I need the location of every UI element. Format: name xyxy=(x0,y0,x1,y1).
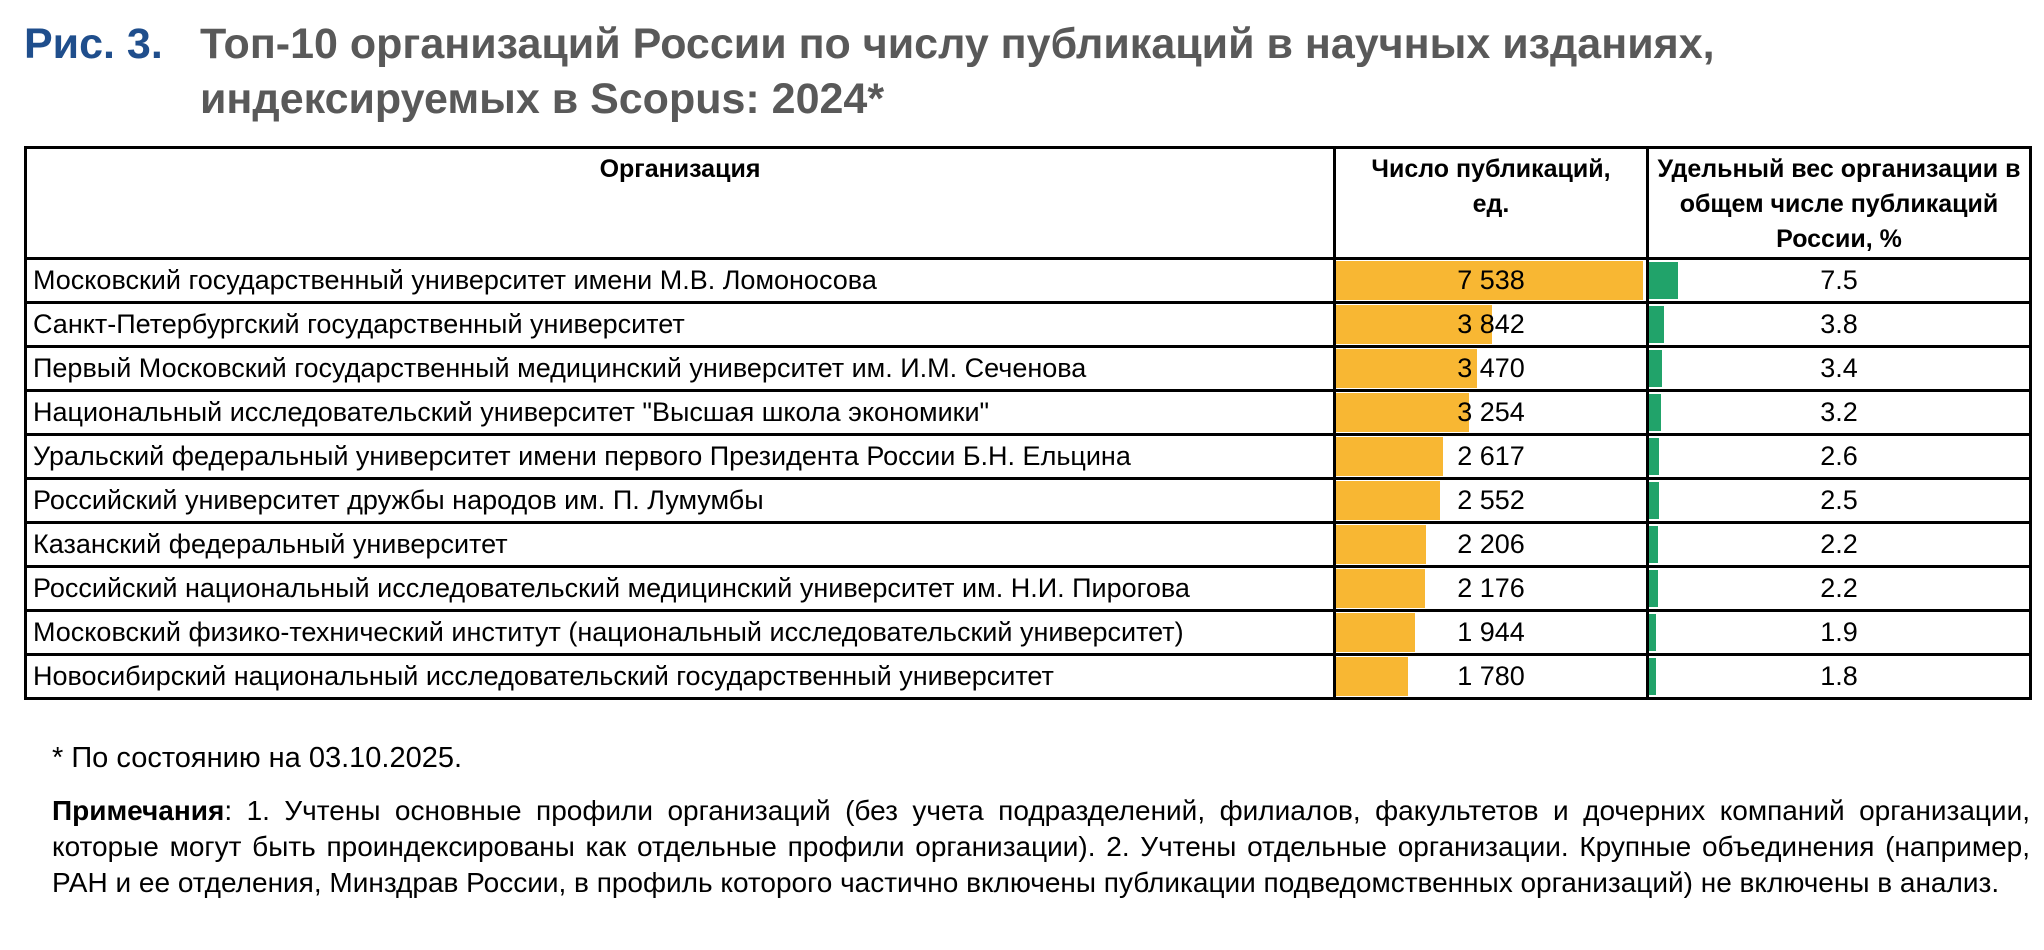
share-value: 2.2 xyxy=(1820,573,1858,603)
share-value: 7.5 xyxy=(1820,265,1858,295)
notes-label: Примечания xyxy=(52,795,225,826)
share-value: 3.8 xyxy=(1820,309,1858,339)
share-cell xyxy=(1648,611,2031,655)
table-row xyxy=(26,391,2031,435)
figure-label: Рис. 3. xyxy=(24,20,163,68)
header-share-text: Удельный вес организации в общем числе публикаций России, % xyxy=(1657,155,2021,253)
table-header-row xyxy=(26,148,2031,259)
header-organization: Организация xyxy=(26,148,1335,259)
publications-value: 2 617 xyxy=(1457,441,1525,471)
organization-name: Казанский федеральный университет xyxy=(26,523,1335,567)
table-row xyxy=(26,347,2031,391)
organization-name: Российский национальный исследовательский медицинский университет им. Н.И. Пирогова xyxy=(26,567,1335,611)
share-value: 1.8 xyxy=(1820,661,1858,691)
publications-cell xyxy=(1335,611,1648,655)
publications-cell xyxy=(1335,435,1648,479)
header-share xyxy=(1648,148,2031,259)
share-cell xyxy=(1648,391,2031,435)
publications-value: 3 842 xyxy=(1457,309,1525,339)
publications-cell xyxy=(1335,567,1648,611)
publications-value: 3 254 xyxy=(1457,397,1525,427)
table-row xyxy=(26,303,2031,347)
table-row xyxy=(26,567,2031,611)
publications-cell xyxy=(1335,523,1648,567)
organization-name: Национальный исследовательский университет "Высшая школа экономики" xyxy=(26,391,1335,435)
table-row xyxy=(26,611,2031,655)
organization-name: Новосибирский национальный исследовательский государственный университет xyxy=(26,655,1335,699)
share-value: 1.9 xyxy=(1820,617,1858,647)
notes-text: : 1. Учтены основные профили организаций (без учета подразделений, филиалов, факультетов и дочерних компаний организации, которые могут быть проиндексированы как отдельные профили организации). 2. Учтены отдельные организации. Крупные объединения (например, РАН и ее отделения, Минздрав России, в профиль которого частично включены публикации подведомственных организаций) не включены в анализ. xyxy=(52,795,2030,898)
organization-name: Первый Московский государственный медицинский университет им. И.М. Сеченова xyxy=(26,347,1335,391)
publications-cell xyxy=(1335,303,1648,347)
share-value: 3.4 xyxy=(1820,353,1858,383)
table-row xyxy=(26,259,2031,303)
title-line-1: Топ-10 организаций России по числу публикаций в научных изданиях, xyxy=(200,20,1715,68)
organization-name: Московский физико-технический институт (национальный исследовательский университет) xyxy=(26,611,1335,655)
share-cell xyxy=(1648,347,2031,391)
header-publications xyxy=(1335,148,1648,259)
publications-value: 2 176 xyxy=(1457,573,1525,603)
organization-name: Санкт-Петербургский государственный университет xyxy=(26,303,1335,347)
table-body xyxy=(26,259,2031,699)
share-cell xyxy=(1648,479,2031,523)
footnote: * По состоянию на 03.10.2025. xyxy=(52,742,463,774)
publications-value: 7 538 xyxy=(1457,265,1525,295)
share-cell xyxy=(1648,259,2031,303)
share-cell xyxy=(1648,655,2031,699)
publications-value: 2 552 xyxy=(1457,485,1525,515)
table-row xyxy=(26,523,2031,567)
share-value: 2.5 xyxy=(1820,485,1858,515)
share-value: 2.6 xyxy=(1820,441,1858,471)
share-cell xyxy=(1648,435,2031,479)
share-value: 3.2 xyxy=(1820,397,1858,427)
publications-cell xyxy=(1335,391,1648,435)
publications-cell xyxy=(1335,655,1648,699)
table-row xyxy=(26,435,2031,479)
publications-cell xyxy=(1335,259,1648,303)
organization-name: Российский университет дружбы народов им. П. Лумумбы xyxy=(26,479,1335,523)
publications-value: 1 780 xyxy=(1457,661,1525,691)
publications-cell xyxy=(1335,347,1648,391)
organization-name: Московский государственный университет имени М.В. Ломоносова xyxy=(26,259,1335,303)
share-value: 2.2 xyxy=(1820,529,1858,559)
table-row xyxy=(26,479,2031,523)
publications-value: 2 206 xyxy=(1457,529,1525,559)
notes xyxy=(52,793,2030,901)
share-cell xyxy=(1648,303,2031,347)
publications-value: 3 470 xyxy=(1457,353,1525,383)
table-row xyxy=(26,655,2031,699)
publications-value: 1 944 xyxy=(1457,617,1525,647)
share-cell xyxy=(1648,523,2031,567)
header-publications-text: Число публикаций, ед. xyxy=(1371,155,1611,218)
organization-name: Уральский федеральный университет имени первого Президента России Б.Н. Ельцина xyxy=(26,435,1335,479)
publications-cell xyxy=(1335,479,1648,523)
publications-table xyxy=(24,146,2032,700)
title-line-2: индексируемых в Scopus: 2024* xyxy=(200,75,885,123)
share-cell xyxy=(1648,567,2031,611)
